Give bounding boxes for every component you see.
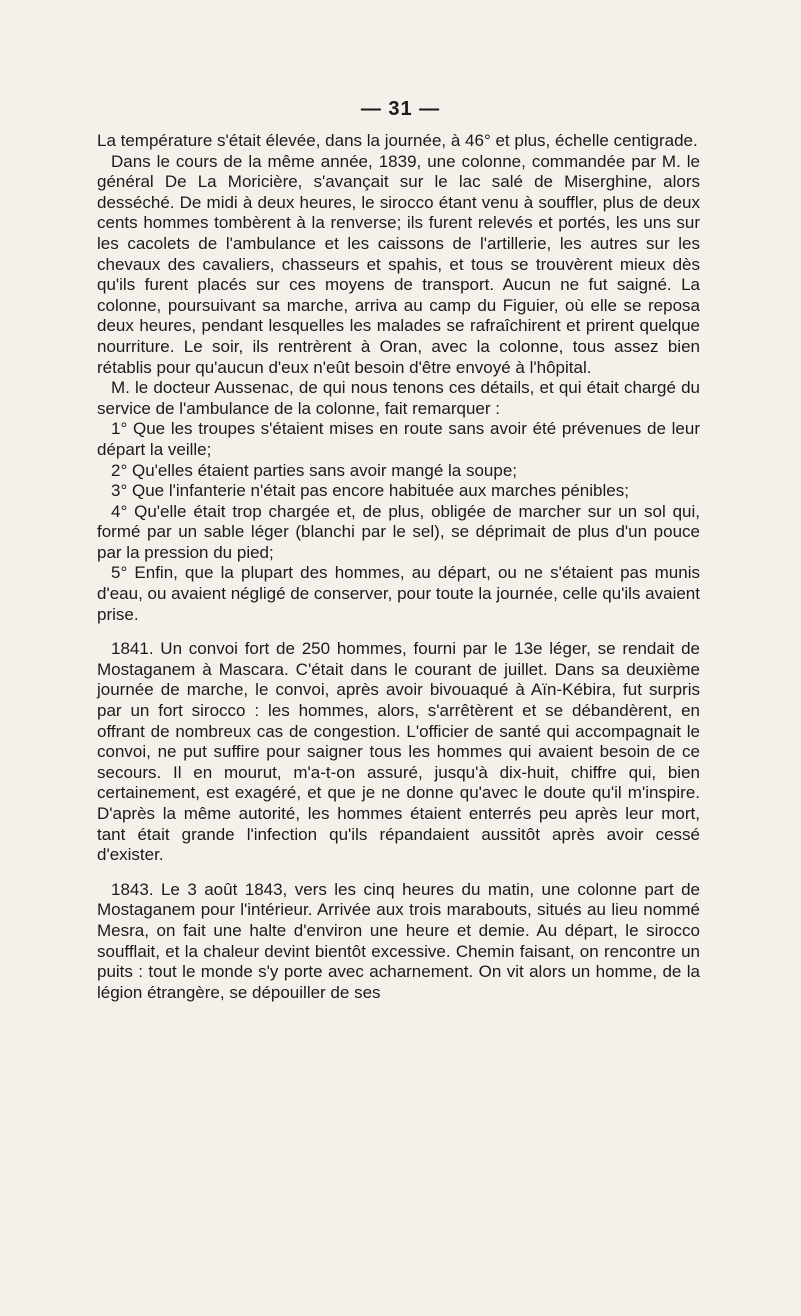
body-text: [97, 131, 700, 1003]
paragraph-temperature: La température s'était élevée, dans la journée, à 46° et plus, échelle centigrade.: [97, 131, 698, 150]
list-item-5: 5° Enfin, que la plupart des hommes, au départ, ou ne s'étaient pas munis d'eau, ou avaient négligé de conserver, pour toute la journée, celle qu'ils avaient prise.: [97, 563, 700, 624]
paragraph-aussenac: M. le docteur Aussenac, de qui nous tenons ces détails, et qui était chargé du service de l'ambulance de la colonne, fait remarquer :: [97, 378, 700, 418]
page-number: — 31 —: [360, 98, 441, 120]
paragraph-1839-column: Dans le cours de la même année, 1839, une colonne, commandée par M. le général De La Moricière, s'avançait sur le lac salé de Miserghine, alors desséché. De midi à deux heures, le sirocco étant venu à souffler, plus de deux cents hommes tombèrent à la renverse; ils furent relevés et portés, les uns sur les cacolets de l'ambulance et les caissons de l'artillerie, les autres sur les chevaux des cavaliers, chasseurs et spahis, et tous se trouvèrent mieux dès qu'ils furent placés sur ces moyens de transport. Aucun ne fut saigné. La colonne, poursuivant sa marche, arriva au camp du Figuier, où elle se reposa deux heures, pendant lesquelles les malades se rafraîchirent et prirent quelque nourriture. Le soir, ils rentrèrent à Oran, avec la colonne, tous assez bien rétablis pour qu'aucun d'eux n'eût besoin d'être envoyé à l'hôpital.: [97, 151, 700, 377]
list-item-3: 3° Que l'infanterie n'était pas encore habituée aux marches pénibles;: [111, 481, 629, 501]
paragraph-1843: 1843. Le 3 août 1843, vers les cinq heures du matin, une colonne part de Mostaganem pour l'intérieur. Arrivée aux trois marabouts, situés au lieu nommé Mesra, on fait une halte d'environ une heure et demie. Au départ, le sirocco soufflait, et la chaleur devint bientôt excessive. Chemin faisant, on rencontre un puits : tout le monde s'y porte avec acharnement. On vit alors un homme, de la légion étrangère, se dépouiller de ses: [97, 879, 700, 1002]
list-item-4: 4° Qu'elle était trop chargée et, de plus, obligée de marcher sur un sol qui, formé par un sable léger (blanchi par le sel), se déprimait de plus d'un pouce par la pression du pied;: [97, 501, 700, 562]
paragraph-1841: 1841. Un convoi fort de 250 hommes, fourni par le 13e léger, se rendait de Mostaganem à Mascara. C'était dans le courant de juillet. Dans sa deuxième journée de marche, le convoi, après avoir bivouaqué à Aïn-Kébira, fut surpris par un fort sirocco : les hommes, alors, s'arrêtèrent et se débandèrent, en offrant de nombreux cas de congestion. L'officier de santé qui accompagnait le convoi, ne put suffire pour saigner tous les hommes qui avaient besoin de ce secours. Il en mourut, m'a-t-on assuré, jusqu'à dix-huit, chiffre qui, bien certainement, est exagéré, et que je ne donne qu'avec le doute qu'il m'inspire. D'après la même autorité, les hommes étaient enterrés peu après leur mort, tant était grande l'infection qu'ils répandaient aussitôt après avoir cessé d'exister.: [97, 639, 700, 865]
list-item-1: 1° Que les troupes s'étaient mises en route sans avoir été prévenues de leur départ la veille;: [97, 419, 700, 459]
list-item-2: 2° Qu'elles étaient parties sans avoir mangé la soupe;: [111, 460, 517, 480]
